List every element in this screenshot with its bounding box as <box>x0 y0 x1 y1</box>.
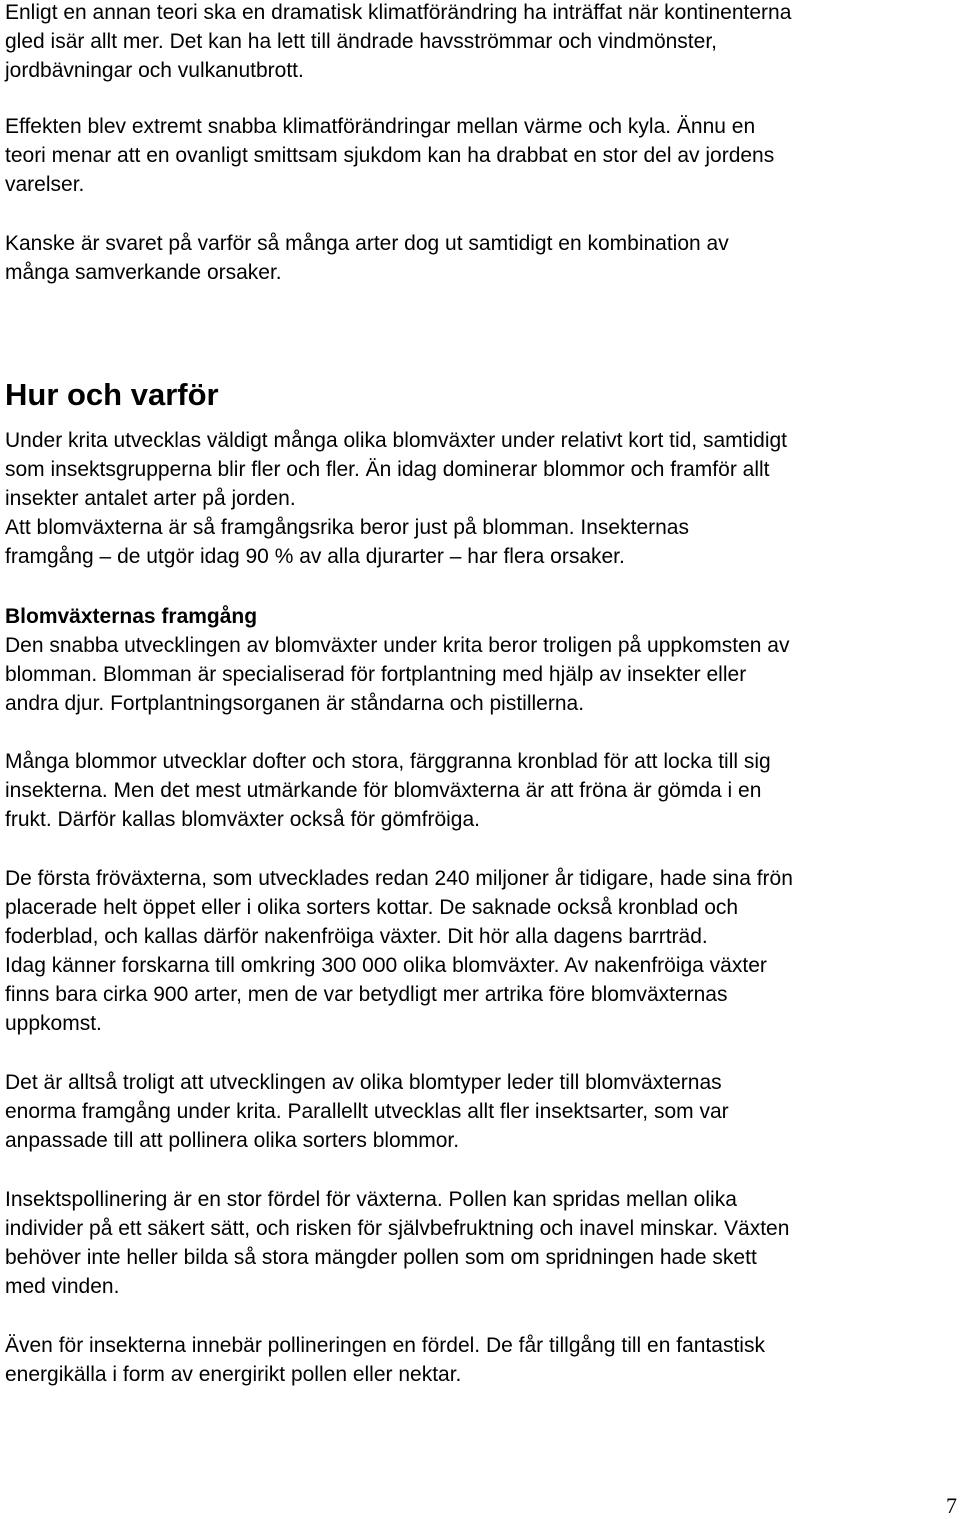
text-line: Att blomväxterna är så framgångsrika beror just på blomman. Insekternas <box>5 516 689 539</box>
text-line: Under krita utvecklas väldigt många olika blomväxter under relativt kort tid, samtidigt <box>5 429 788 452</box>
text-line: Även för insekterna innebär pollineringen en fördel. De får tillgång till en fantastisk <box>5 1334 765 1357</box>
text-line: varelser. <box>5 173 85 196</box>
text-line: Idag känner forskarna till omkring 300 000 olika blomväxter. Av nakenfröiga växter <box>5 954 767 977</box>
text-line: insekterna. Men det mest utmärkande för blomväxterna är att fröna är gömda i en <box>5 779 762 802</box>
text-line: andra djur. Fortplantningsorganen är ståndarna och pistillerna. <box>5 692 585 715</box>
text-line: foderblad, och kallas därför nakenfröiga växter. Dit hör alla dagens barrträd. <box>5 925 708 948</box>
section-paragraph-5 <box>5 1068 729 1155</box>
section-heading: Hur och varför <box>5 377 219 412</box>
text-line: individer på ett säkert sätt, och risken för självbefruktning och inavel minskar. Växten <box>5 1217 790 1240</box>
intro-paragraph-2 <box>5 112 774 199</box>
section-paragraph-1 <box>5 426 787 571</box>
text-line: finns bara cirka 900 arter, men de var betydligt mer artrika före blomväxternas <box>5 983 728 1006</box>
text-line: blomman. Blomman är specialiserad för fortplantning med hjälp av insekter eller <box>5 663 747 686</box>
text-line: teori menar att en ovanligt smittsam sjukdom kan ha drabbat en stor del av jordens <box>5 144 775 167</box>
text-line: gled isär allt mer. Det kan ha lett till ändrade havsströmmar och vindmönster, <box>5 30 717 53</box>
text-line: frukt. Därför kallas blomväxter också för gömfröiga. <box>5 808 481 831</box>
text-line: med vinden. <box>5 1275 120 1298</box>
section-paragraph-4 <box>5 864 793 1038</box>
intro-paragraph-3 <box>5 229 729 287</box>
text-line: behöver inte heller bilda så stora mängder pollen som om spridningen hade skett <box>5 1246 757 1269</box>
subheading: Blomväxternas framgång <box>5 605 258 628</box>
text-line: uppkomst. <box>5 1012 102 1035</box>
text-line: som insektsgrupperna blir fler och fler. Än idag dominerar blommor och framför allt <box>5 458 770 481</box>
section-paragraph-7 <box>5 1331 765 1389</box>
text-line: energikälla i form av energirikt pollen eller nektar. <box>5 1363 462 1386</box>
section-paragraph-3 <box>5 747 771 834</box>
text-line: anpassade till att pollinera olika sorters blommor. <box>5 1129 460 1152</box>
text-line: jordbävningar och vulkanutbrott. <box>5 59 304 82</box>
intro-paragraph-1 <box>5 0 791 85</box>
text-line: Kanske är svaret på varför så många arter dog ut samtidigt en kombination av <box>5 232 729 255</box>
text-line: enorma framgång under krita. Parallellt utvecklas allt fler insektsarter, som var <box>5 1100 729 1123</box>
text-line: Enligt en annan teori ska en dramatisk klimatförändring ha inträffat när kontinenterna <box>5 1 792 24</box>
section-paragraph-6 <box>5 1185 789 1301</box>
text-line: Insektspollinering är en stor fördel för växterna. Pollen kan spridas mellan olika <box>5 1188 737 1211</box>
text-line: Det är alltså troligt att utvecklingen av olika blomtyper leder till blomväxternas <box>5 1071 722 1094</box>
text-line: många samverkande orsaker. <box>5 261 282 284</box>
text-line: Den snabba utvecklingen av blomväxter under krita beror troligen på uppkomsten av <box>5 634 790 657</box>
page-number: 7 <box>946 1493 957 1518</box>
text-line: framgång – de utgör idag 90 % av alla djurarter – har flera orsaker. <box>5 545 625 568</box>
section-paragraph-2 <box>5 631 789 718</box>
text-line: Många blommor utvecklar dofter och stora, färggranna kronblad för att locka till sig <box>5 750 771 773</box>
text-line: De första fröväxterna, som utvecklades redan 240 miljoner år tidigare, hade sina frön <box>5 867 793 890</box>
text-line: placerade helt öppet eller i olika sorters kottar. De saknade också kronblad och <box>5 896 739 919</box>
text-line: Effekten blev extremt snabba klimatförändringar mellan värme och kyla. Ännu en <box>5 115 756 138</box>
text-line: insekter antalet arter på jorden. <box>5 487 296 510</box>
